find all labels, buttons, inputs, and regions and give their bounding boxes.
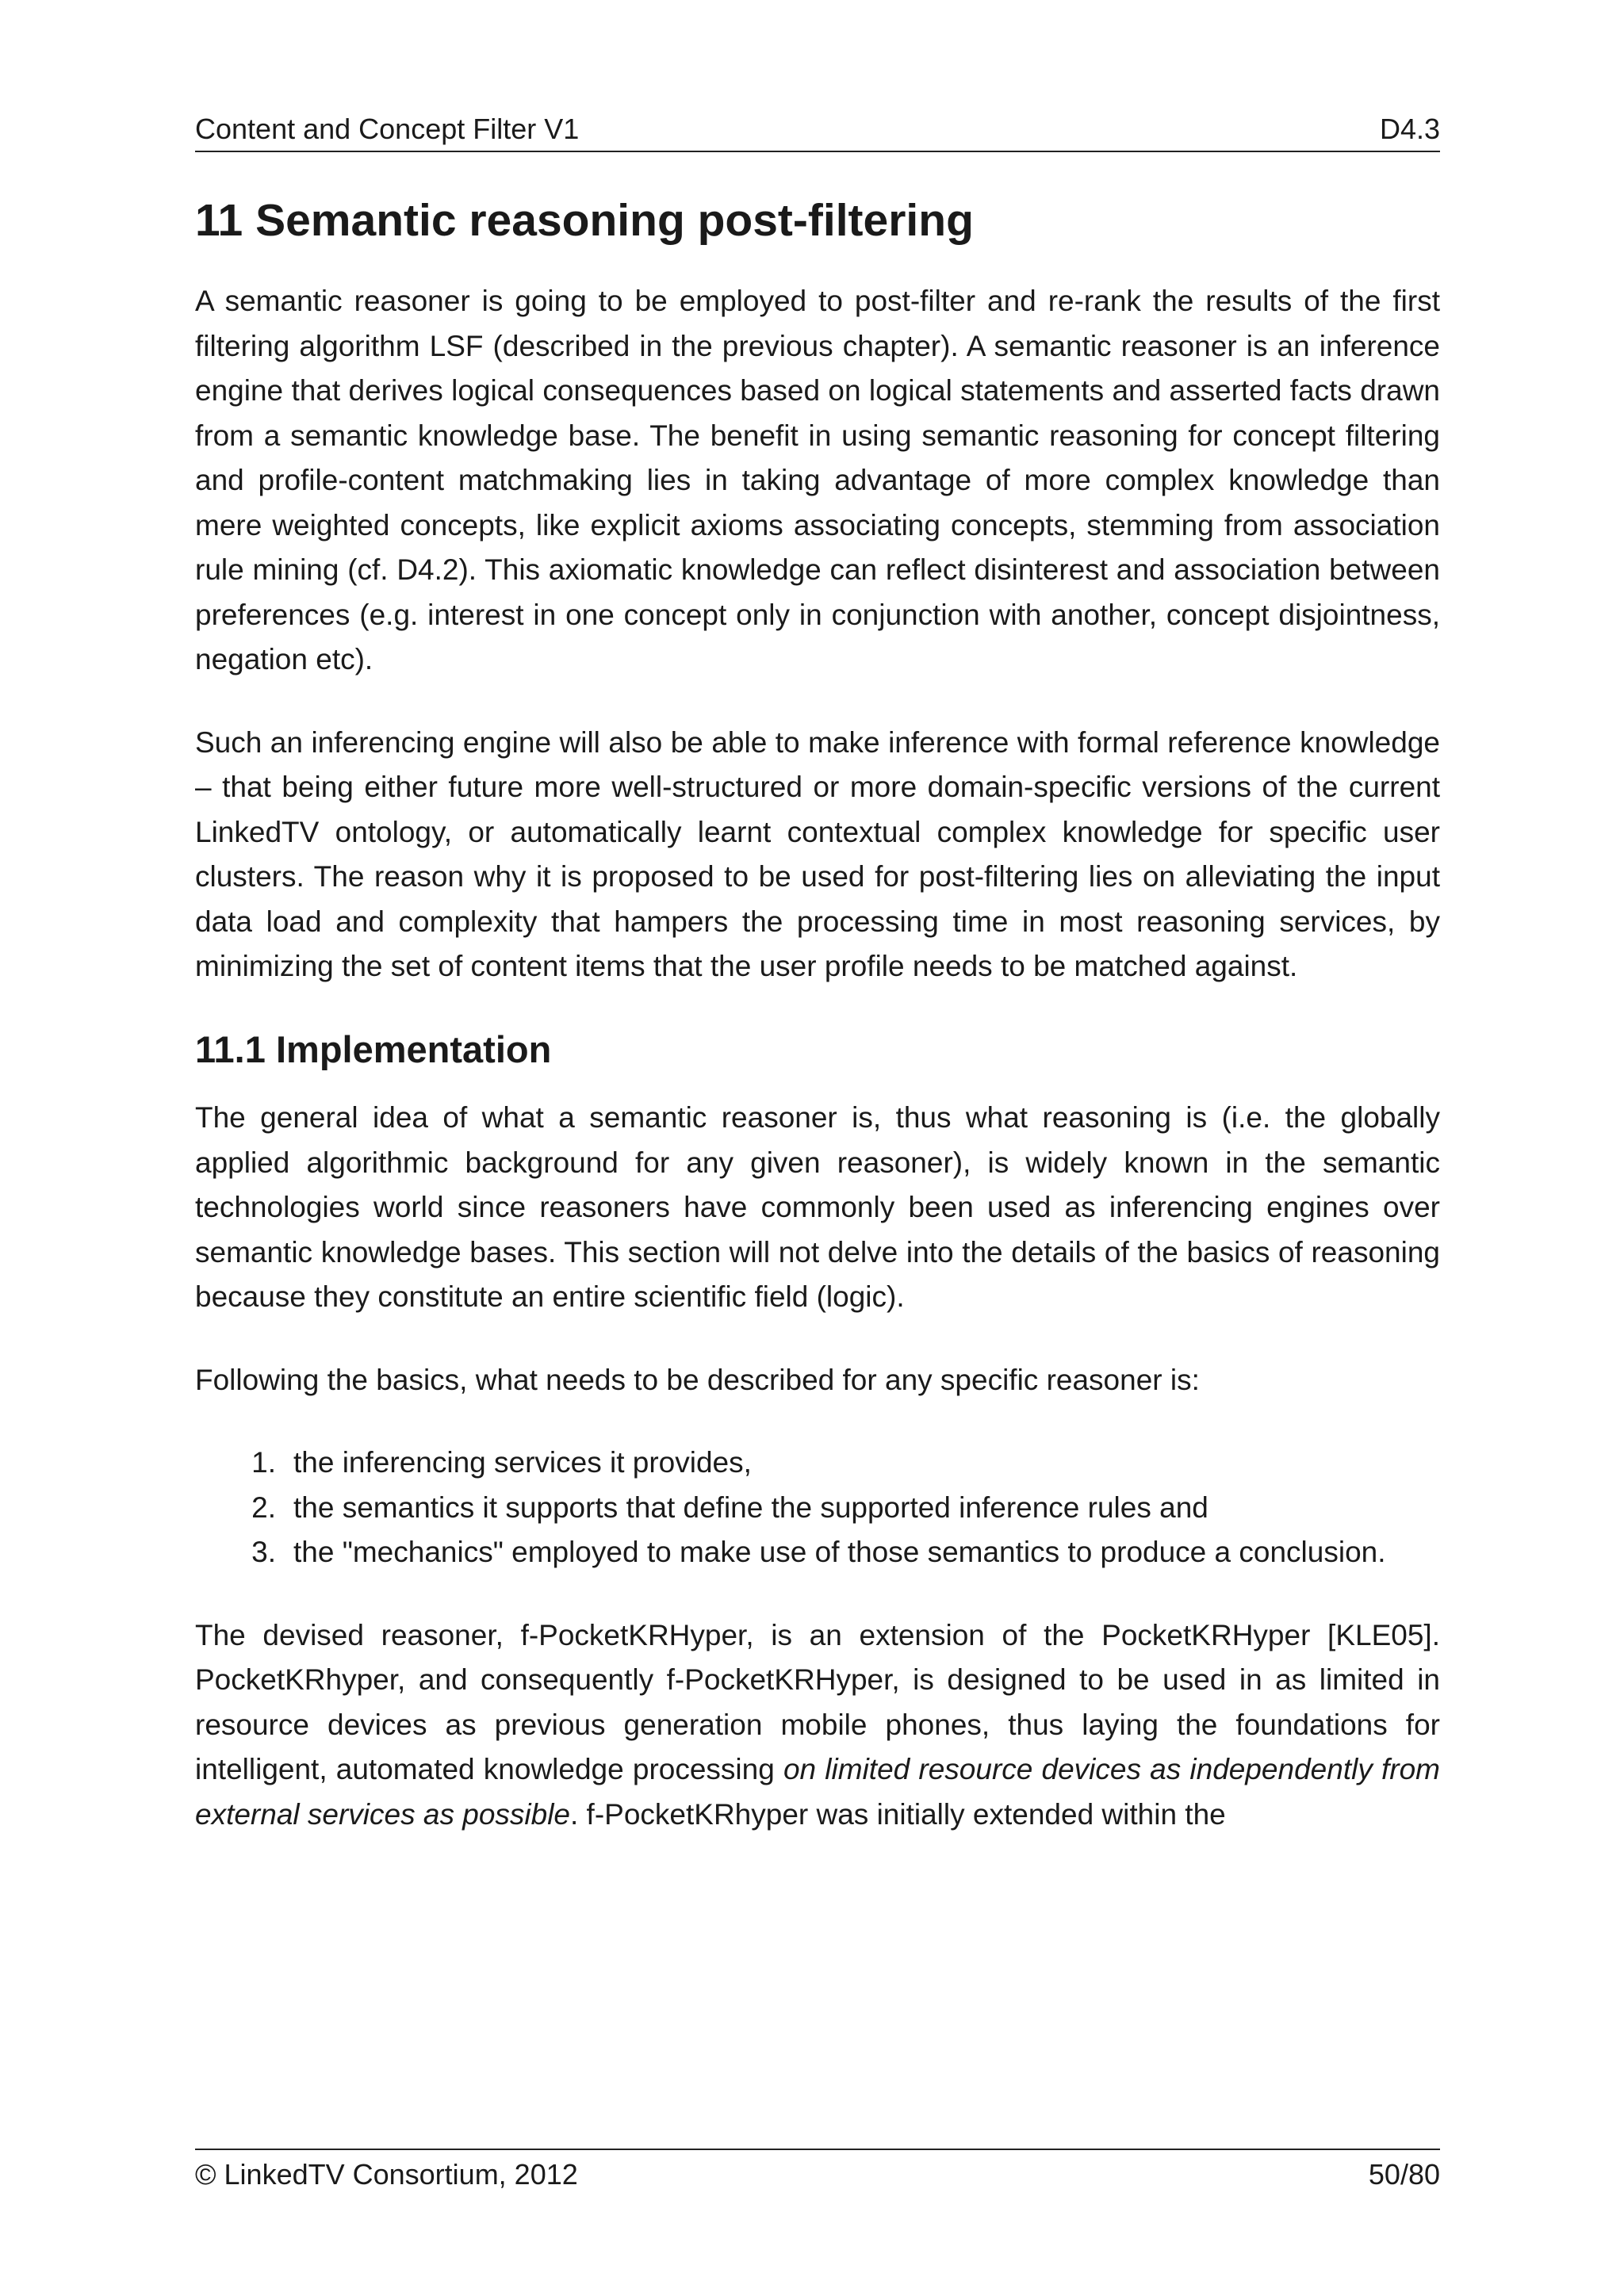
subsection-number: 11.1 [195,1027,266,1070]
section-heading: 11 Semantic reasoning post-filtering [195,195,974,246]
list-item-text: the inferencing services it provides, [293,1446,752,1479]
list-item [195,1530,1440,1575]
list-item [195,1486,1440,1531]
subsection-paragraph-2: Following the basics, what needs to be described for any specific reasoner is: [195,1363,1200,1396]
section-paragraph-1: A semantic reasoner is going to be employed to post-filter and re-rank the results of the first filtering algorithm LSF (described in the previous chapter). A semantic reasoner is an inference engine that derives logical consequences based on logical statements and asserted facts drawn from a semantic knowledge base. The benefit in using semantic reasoning for concept filtering and profile-content matchmaking lies in taking advantage of more complex knowledge than mere weighted concepts, like explicit axioms associating concepts, stemming from association rule mining (cf. D4.2). This axiomatic knowledge can reflect disinterest and association between preferences (e.g. interest in one concept only in conjunction with another, concept disjointness, negation etc). [195,285,1440,676]
list-item [195,1441,1440,1486]
footer-copyright: © LinkedTV Consortium, 2012 [195,2158,578,2191]
reasoner-description-list [195,1441,1440,1575]
subsection-paragraph-3 [195,1613,1440,1838]
subsection-heading [195,1027,1440,1072]
paragraph-3-end: . f-PocketKRhyper was initially extended within the [570,1797,1226,1831]
page-footer [195,2149,1440,2191]
list-item-text: the "mechanics" employed to make use of those semantics to produce a conclusion. [293,1536,1386,1569]
footer-page-number: 50/80 [1368,2158,1440,2191]
subsection-title: Implementation [276,1027,552,1070]
list-item-number: 3. [251,1536,276,1569]
page-content [195,187,1440,1875]
list-item-number: 2. [251,1490,276,1524]
paragraph-3-start: The devised reasoner, f-PocketKRHyper, is an extension of the PocketKRHyper [KLE05]. PocketKRhyper, and consequently f-PocketKRHyper, is designed to be used in as limited in resource devices as previous generation mobile phones, thus laying the foundations for intelligent, automated knowledge processing [195,1618,1440,1786]
paragraph-3-italic: on limited resource devices as independently from external services as possible [195,1753,1440,1831]
page-header [195,111,1440,152]
header-doc-id: D4.3 [1379,113,1440,145]
list-item-number: 1. [251,1446,276,1479]
document-page [195,0,1440,2296]
subsection-paragraph-1: The general idea of what a semantic reasoner is, thus what reasoning is (i.e. the globally applied algorithmic background for any given reasoner), is widely known in the semantic technologies world since reasoners have commonly been used as inferencing engines over semantic knowledge bases. This section will not delve into the details of the basics of reasoning because they constitute an entire scientific field (logic). [195,1101,1440,1314]
header-title: Content and Concept Filter V1 [195,113,580,145]
list-item-text: the semantics it supports that define the supported inference rules and [293,1490,1208,1524]
section-paragraph-2: Such an inferencing engine will also be able to make inference with formal reference knowledge – that being either future more well-structured or more domain-specific versions of the current LinkedTV ontology, or automatically learnt contextual complex knowledge for specific user clusters. The reason why it is proposed to be used for post-filtering lies on alleviating the input data load and complexity that hampers the processing time in most reasoning services, by minimizing the set of content items that the user profile needs to be matched against. [195,725,1440,983]
